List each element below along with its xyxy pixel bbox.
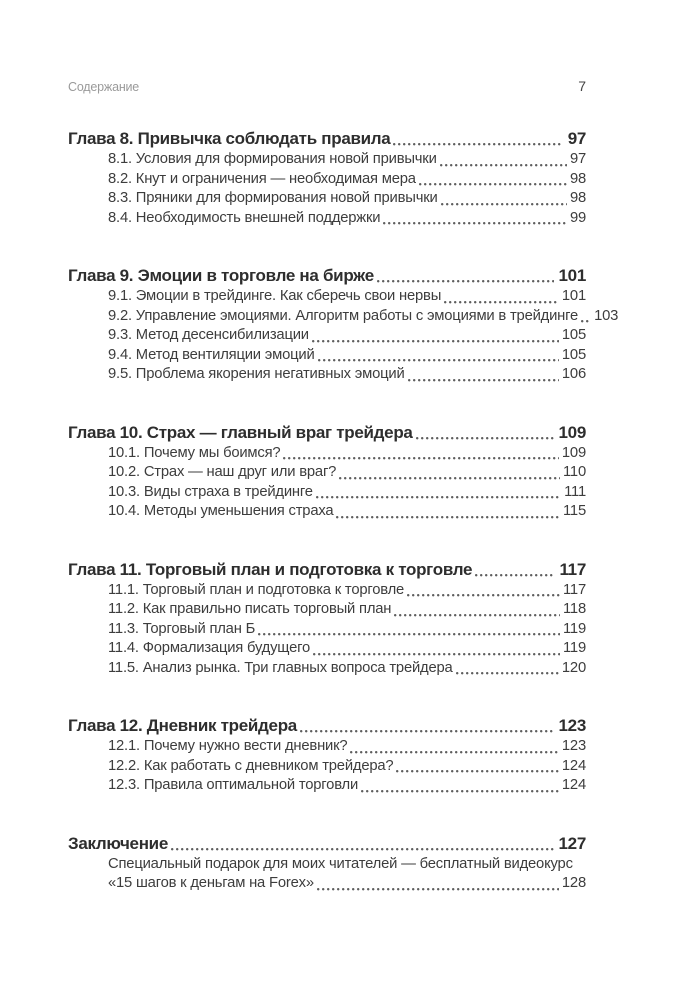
dot-leader (394, 613, 560, 617)
toc-chapter-row (68, 715, 586, 737)
toc-item-page: 123 (561, 738, 586, 754)
toc-item-row (68, 150, 586, 170)
toc-item-page: 101 (561, 288, 586, 304)
dot-leader (318, 358, 559, 362)
toc-item-row (68, 326, 586, 346)
toc-item-page: 118 (563, 601, 586, 617)
toc-item-row (68, 581, 586, 601)
toc-chapter-row (68, 128, 586, 150)
toc-item-row (68, 170, 586, 190)
dot-leader (361, 789, 559, 793)
toc-item-row (68, 502, 586, 522)
toc-item-page: 106 (561, 366, 586, 382)
toc-page (68, 78, 619, 931)
toc-chapter-row (68, 265, 586, 287)
toc-chapter-title: Глава 8. Привычка соблюдать правила (68, 129, 391, 148)
toc-item-row (68, 307, 619, 327)
dot-leader (313, 652, 560, 656)
toc-item-row (68, 757, 586, 777)
toc-item-label: 11.3. Торговый план Б (108, 620, 256, 637)
dot-leader (419, 182, 567, 186)
toc-item-label: 8.3. Пряники для формирования новой привычки (108, 190, 438, 206)
dot-leader (312, 339, 559, 343)
toc-item-page: 98 (569, 170, 586, 187)
toc-item-row (68, 287, 586, 307)
toc-chapter-title: Глава 9. Эмоции в торговле на бирже (68, 266, 374, 285)
toc-item-row (68, 874, 586, 894)
dot-leader (456, 671, 559, 675)
toc-item-page: 115 (563, 503, 586, 519)
toc-section-chapter-11 (68, 559, 586, 679)
toc-chapter-page: 123 (558, 716, 586, 735)
running-header (68, 78, 586, 94)
toc-item-row (68, 209, 586, 229)
dot-leader (396, 769, 558, 773)
dot-leader (283, 456, 558, 460)
toc-item-page: 99 (569, 209, 586, 226)
toc-item-label-line2: «15 шагов к деньгам на Forex» (108, 875, 314, 891)
toc-chapter-page: 109 (558, 422, 586, 442)
toc-chapter-title: Глава 11. Торговый план и подготовка к торговле (68, 559, 473, 579)
toc-item-page: 111 (564, 483, 586, 500)
toc-item-label: 11.2. Как правильно писать торговый план (108, 601, 392, 617)
toc-item-page: 103 (594, 307, 619, 324)
dot-leader (441, 202, 567, 206)
dot-leader (475, 573, 554, 577)
toc-item-label: 9.3. Метод десенсибилизации (108, 327, 309, 343)
toc-item-page: 119 (563, 620, 586, 637)
toc-item-row (68, 483, 586, 503)
dot-leader (408, 378, 559, 382)
toc-chapter-title: Глава 12. Дневник трейдера (68, 716, 297, 735)
toc-item-label-line1: Специальный подарок для моих читателей — бесплатный видеокурс (108, 855, 573, 872)
toc-item-row (68, 444, 586, 464)
dot-leader (440, 163, 567, 167)
dot-leader (407, 593, 560, 597)
toc-chapter-row (68, 833, 586, 855)
toc-item-row (68, 639, 586, 659)
toc-item-page: 98 (569, 190, 586, 206)
toc-item-label: 9.5. Проблема якорения негативных эмоций (108, 366, 405, 382)
toc-item-row (68, 346, 586, 366)
toc-item-label: 9.4. Метод вентиляции эмоций (108, 346, 315, 363)
toc-item-row (68, 600, 586, 620)
toc-section-chapter-9 (68, 265, 619, 385)
toc-item-label: 11.4. Формализация будущего (108, 640, 311, 656)
toc-item-label: 12.1. Почему нужно вести дневник? (108, 738, 348, 754)
toc-item-page: 97 (569, 151, 586, 167)
toc-item-page: 110 (563, 464, 586, 480)
toc-item-page: 105 (561, 327, 586, 343)
dot-leader (350, 750, 559, 754)
toc-list (68, 128, 619, 894)
dot-leader (393, 142, 562, 146)
dot-leader (316, 495, 561, 499)
toc-chapter-page: 117 (559, 559, 586, 579)
toc-item-label: 10.4. Методы уменьшения страха (108, 503, 334, 519)
toc-item-label: 12.2. Как работать с дневником трейдера? (108, 757, 394, 774)
toc-section-chapter-12 (68, 715, 586, 796)
toc-item-page: 109 (561, 444, 586, 461)
toc-item-row (68, 737, 586, 757)
dot-leader (416, 436, 554, 440)
toc-item-label: 11.5. Анализ рынка. Три главных вопроса трейдера (108, 659, 453, 676)
toc-item-row (68, 365, 586, 385)
toc-chapter-row (68, 559, 586, 581)
toc-chapter-page: 127 (558, 833, 586, 853)
toc-item-label: 9.1. Эмоции в трейдинге. Как сберечь свои нервы (108, 288, 442, 304)
toc-section-chapter-8 (68, 128, 586, 228)
dot-leader (171, 847, 554, 851)
toc-item-label: 8.2. Кнут и ограничения — необходимая мера (108, 170, 416, 187)
toc-chapter-page: 97 (567, 129, 586, 148)
toc-item-label: 10.1. Почему мы боимся? (108, 444, 281, 461)
dot-leader (300, 729, 554, 733)
toc-item-row (68, 189, 586, 209)
toc-section-chapter-10 (68, 422, 586, 522)
toc-item-row (68, 620, 586, 640)
toc-item-page: 124 (561, 777, 586, 793)
page-number: 7 (578, 78, 586, 94)
dot-leader (317, 887, 559, 891)
dot-leader (383, 221, 567, 225)
toc-item-row (68, 463, 586, 483)
toc-item-label: 10.3. Виды страха в трейдинге (108, 483, 313, 500)
toc-item-page: 120 (561, 659, 586, 676)
dot-leader (444, 300, 559, 304)
toc-item-page: 117 (563, 581, 586, 598)
toc-item-row (68, 659, 586, 679)
toc-chapter-title: Заключение (68, 833, 168, 853)
dot-leader (339, 476, 560, 480)
toc-item-label: 8.4. Необходимость внешней поддержки (108, 209, 381, 226)
dot-leader (377, 279, 554, 283)
toc-item-page: 124 (561, 757, 586, 774)
dot-leader (258, 632, 560, 636)
running-header-title: Содержание (68, 80, 140, 94)
toc-chapter-title: Глава 10. Страх — главный враг трейдера (68, 422, 413, 442)
toc-item-label: 11.1. Торговый план и подготовка к торговле (108, 581, 405, 598)
toc-item-page: 105 (561, 346, 586, 363)
toc-item-label: 8.1. Условия для формирования новой привычки (108, 151, 437, 167)
toc-item-page: 119 (563, 640, 586, 656)
toc-chapter-page: 101 (558, 266, 586, 285)
toc-chapter-row (68, 422, 586, 444)
dot-leader (581, 319, 591, 323)
toc-section-conclusion (68, 833, 586, 894)
toc-item-page: 128 (561, 875, 586, 891)
toc-item-row (68, 776, 586, 796)
toc-item-label: 9.2. Управление эмоциями. Алгоритм работы с эмоциями в трейдинге (108, 307, 579, 324)
toc-item-label: 10.2. Страх — наш друг или враг? (108, 464, 337, 480)
dot-leader (336, 515, 560, 519)
toc-item-label: 12.3. Правила оптимальной торговли (108, 777, 359, 793)
